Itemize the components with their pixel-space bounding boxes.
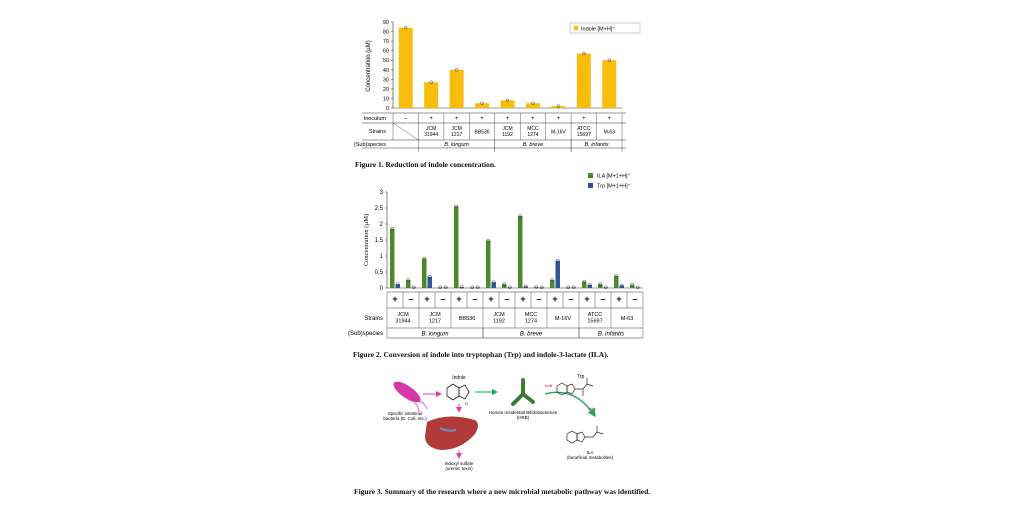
legend — [570, 23, 640, 33]
bar — [450, 70, 464, 108]
figure-3-diagram — [385, 372, 645, 480]
indole-molecule-icon — [447, 384, 469, 400]
strain-label: M-63 — [603, 129, 615, 136]
figure-3-caption: Figure 3. Summary of the research where a new microbial metabolic pathway was identified. — [354, 487, 651, 496]
y-tick-label: 50 — [382, 58, 389, 65]
legend — [588, 173, 631, 190]
bar — [526, 103, 540, 108]
y-tick-label: 2 — [379, 222, 383, 228]
y-tick-label: 80 — [382, 29, 389, 36]
bar — [399, 28, 413, 108]
strain-label: 1192 — [502, 132, 513, 138]
treatment-sign: – — [504, 294, 510, 304]
strain-label: MCC — [527, 126, 539, 132]
inoculum-sign: + — [505, 116, 510, 122]
strain-label: JCM — [426, 126, 437, 132]
data-point — [636, 286, 639, 289]
strain-label: 1192 — [493, 318, 505, 325]
inoculum-sign: + — [582, 116, 586, 122]
bar-trp — [556, 261, 560, 288]
treatment-sign: + — [520, 294, 526, 304]
strain-label: JCM — [429, 312, 441, 318]
strain-label: MCC — [524, 312, 538, 318]
bacteria-label: Specific intestinal — [387, 411, 423, 416]
bifidobacterium-icon — [513, 380, 533, 404]
y-axis — [375, 190, 643, 292]
y-tick-label: 2.5 — [374, 206, 383, 212]
treatment-sign: – — [600, 294, 606, 304]
treatment-sign: – — [632, 294, 638, 304]
y-tick-label: 0.5 — [374, 270, 383, 276]
strain-label: 15697 — [576, 132, 591, 138]
y-tick-label: 40 — [382, 67, 389, 74]
y-tick-label: 1.5 — [374, 238, 383, 244]
bar — [424, 82, 438, 108]
strain-label: BB536 — [458, 316, 476, 322]
legend-trp: Trp [M+1+H]⁺ — [597, 183, 631, 190]
row-label-strains: Strains — [364, 316, 383, 322]
strain-label: 31944 — [424, 132, 439, 138]
y-tick-label: 90 — [382, 20, 389, 26]
strain-label: JCM — [493, 312, 505, 318]
inoculum-sign: + — [556, 116, 561, 122]
strain-label: 15697 — [587, 318, 603, 325]
species-label: B. longum — [421, 331, 449, 338]
treatment-sign: + — [488, 294, 494, 304]
bar — [577, 54, 591, 108]
bacteria-icon — [390, 378, 427, 412]
row-label-inoculum: Inoculum — [363, 116, 386, 122]
y-tick-label: 30 — [382, 77, 389, 84]
strain-label: 1217 — [451, 132, 463, 138]
treatment-sign: + — [616, 294, 622, 304]
treatment-sign: + — [424, 294, 430, 304]
bar-ila — [550, 280, 554, 288]
data-point — [476, 286, 479, 289]
bar-ila — [422, 259, 426, 288]
inoculum-sign: + — [607, 116, 612, 122]
data-point — [471, 286, 474, 289]
figure-2-chart — [340, 170, 660, 340]
data-point — [444, 286, 447, 289]
species-label: B. breve — [519, 331, 543, 338]
bar-ila — [486, 241, 490, 288]
bar-ila — [406, 280, 410, 288]
row-label-strains: Strains — [368, 129, 386, 135]
enzyme-aldh: aldh — [588, 406, 596, 411]
data-point — [567, 286, 570, 289]
enzyme-trpb: trpB — [545, 383, 553, 388]
y-tick-label: 10 — [382, 96, 389, 103]
figure-1-chart — [353, 14, 650, 154]
sulfate-label: Indoxyl sulfate — [444, 461, 474, 466]
data-point — [572, 286, 575, 289]
species-label: B. infantis — [584, 142, 609, 148]
data-point — [508, 286, 511, 289]
ila-molecule-icon — [567, 426, 603, 443]
y-tick-label: 0 — [385, 106, 389, 112]
sulfate-label-2: (uremic toxin) — [445, 466, 473, 471]
legend-ila: ILA [M+1+H]⁺ — [597, 173, 631, 180]
strain-label: JCM — [451, 126, 462, 132]
row-label-subspecies: (Sub)species — [353, 142, 386, 148]
trp-label: Trp — [577, 374, 585, 380]
strain-label: M-63 — [620, 316, 634, 322]
data-point — [604, 286, 607, 289]
strain-table — [348, 292, 643, 338]
treatment-sign: – — [408, 294, 414, 304]
inoculum-sign: – — [404, 116, 408, 122]
bar-ila — [390, 229, 394, 288]
liver-icon — [425, 416, 478, 450]
bar — [475, 103, 489, 108]
treatment-sign: + — [456, 294, 462, 304]
data-point — [540, 286, 543, 289]
bar — [501, 100, 515, 108]
strain-label: JCM — [502, 126, 513, 132]
treatment-sign: + — [392, 294, 398, 304]
y-tick-label: 60 — [382, 48, 389, 55]
ila-label-2: (beneficial metabolites) — [566, 455, 614, 460]
strain-label: ATCC — [587, 312, 603, 318]
strain-label: BB536 — [474, 129, 490, 136]
indole-label: Indole — [452, 375, 466, 381]
data-point — [412, 286, 415, 289]
strain-label: JCM — [397, 312, 409, 318]
strain-label: 31944 — [395, 318, 411, 325]
bar-ila — [518, 216, 522, 288]
strain-label: 1274 — [524, 318, 538, 325]
treatment-sign: + — [552, 294, 558, 304]
y-tick-label: 3 — [379, 190, 383, 196]
strain-table — [354, 113, 626, 152]
strain-label: ATCC — [577, 126, 591, 132]
bar-series — [399, 26, 617, 108]
treatment-sign: – — [440, 294, 446, 304]
strain-label: M-16V — [551, 129, 566, 136]
species-label: B. longum — [444, 142, 469, 148]
inoculum-sign: + — [531, 116, 535, 122]
figure-2-caption: Figure 2. Conversion of indole into tryptophan (Trp) and indole-3-lactate (ILA). — [353, 350, 609, 359]
y-tick-label: 1 — [379, 254, 383, 260]
species-label: B. breve — [522, 142, 544, 148]
bar-ila — [614, 276, 618, 288]
bar — [602, 60, 616, 108]
figure-1-caption: Figure 1. Reduction of indole concentration. — [355, 160, 496, 169]
treatment-sign: + — [584, 294, 590, 304]
y-axis-label: Concentration (µM) — [366, 40, 372, 92]
treatment-sign: – — [536, 294, 542, 304]
bar-ila — [582, 282, 586, 288]
species-label: B. infantis — [597, 331, 625, 338]
ila-label: ILA — [586, 450, 594, 455]
y-tick-label: 0 — [379, 286, 383, 292]
y-tick-label: 20 — [382, 86, 389, 93]
bar-trp — [492, 282, 496, 288]
hrb-label-2: (HRB) — [516, 415, 530, 420]
strain-label: 1217 — [428, 318, 442, 325]
treatment-sign: – — [472, 294, 478, 304]
strain-label: M-16V — [554, 316, 572, 322]
nh-label: H — [465, 402, 468, 406]
y-axis-label: Concentration (µM) — [363, 213, 370, 267]
strain-label: 1274 — [527, 132, 539, 138]
inoculum-sign: + — [480, 116, 484, 122]
bar-ila — [454, 206, 458, 288]
treatment-sign: – — [568, 294, 574, 304]
y-tick-label: 70 — [382, 39, 389, 46]
bacteria-label-2: bacteria (E. Coli, etc.) — [383, 416, 427, 421]
hrb-label: Human residential Bifidobacterium — [488, 410, 558, 415]
data-point — [439, 286, 442, 289]
bar-series — [390, 205, 640, 289]
inoculum-sign: + — [454, 116, 459, 122]
legend-label: Indole [M+H]⁺ — [581, 26, 616, 33]
inoculum-sign: + — [429, 116, 433, 122]
row-label-subspecies: (Sub)species — [347, 331, 383, 337]
